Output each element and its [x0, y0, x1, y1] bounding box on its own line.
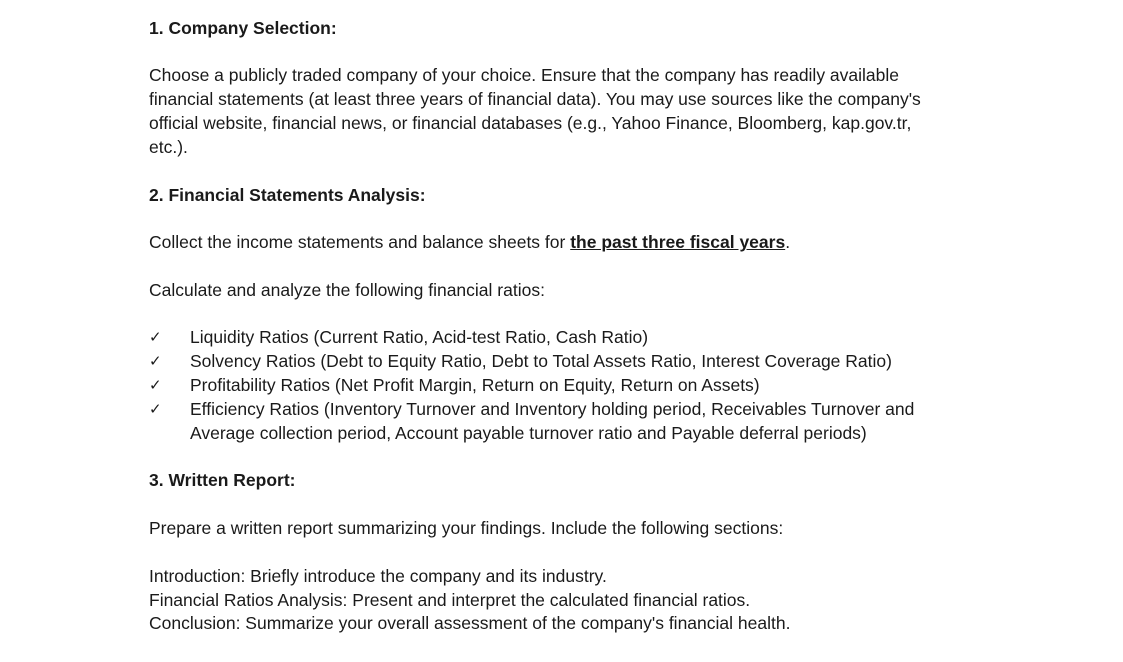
ratio-item-profitability: Profitability Ratios (Net Profit Margin, Return on Equity, Return on Assets)	[190, 375, 760, 395]
checkmark-icon: ✓	[149, 376, 162, 394]
checkmark-icon: ✓	[149, 328, 162, 346]
section-2-heading: 2. Financial Statements Analysis:	[149, 185, 426, 205]
collect-prefix: Collect the income statements and balance sheets for	[149, 232, 571, 252]
report-section-introduction: Introduction: Briefly introduce the company and its industry.	[149, 566, 607, 586]
section-1-paragraph-line-3: official website, financial news, or financial databases (e.g., Yahoo Finance, Bloomberg, kap.gov.tr,	[149, 113, 912, 133]
checkmark-icon: ✓	[149, 352, 162, 370]
written-report-intro: Prepare a written report summarizing your findings. Include the following sections:	[149, 518, 784, 538]
section-3-heading: 3. Written Report:	[149, 470, 296, 490]
checkmark-icon: ✓	[149, 400, 162, 418]
ratio-item-efficiency-continuation: Average collection period, Account payable turnover ratio and Payable deferral periods)	[190, 423, 867, 443]
report-section-conclusion: Conclusion: Summarize your overall assessment of the company's financial health.	[149, 613, 791, 633]
ratio-item-liquidity: Liquidity Ratios (Current Ratio, Acid-test Ratio, Cash Ratio)	[190, 327, 649, 347]
collect-statement	[149, 230, 790, 254]
section-1-heading: 1. Company Selection:	[149, 18, 337, 38]
report-section-ratios-analysis: Financial Ratios Analysis: Present and interpret the calculated financial ratios.	[149, 590, 751, 610]
section-1-paragraph-line-1: Choose a publicly traded company of your choice. Ensure that the company has readily available	[149, 65, 900, 85]
collect-emphasis: the past three fiscal years	[570, 232, 786, 252]
ratio-item-efficiency: Efficiency Ratios (Inventory Turnover and Inventory holding period, Receivables Turnover and	[190, 399, 915, 419]
calculate-intro: Calculate and analyze the following financial ratios:	[149, 280, 545, 300]
section-1-paragraph-line-2: financial statements (at least three years of financial data). You may use sources like the company's	[149, 89, 921, 109]
collect-suffix: .	[785, 232, 791, 252]
ratio-item-solvency: Solvency Ratios (Debt to Equity Ratio, Debt to Total Assets Ratio, Interest Coverage Ratio)	[190, 351, 892, 371]
section-1-paragraph-line-4: etc.).	[149, 137, 188, 157]
